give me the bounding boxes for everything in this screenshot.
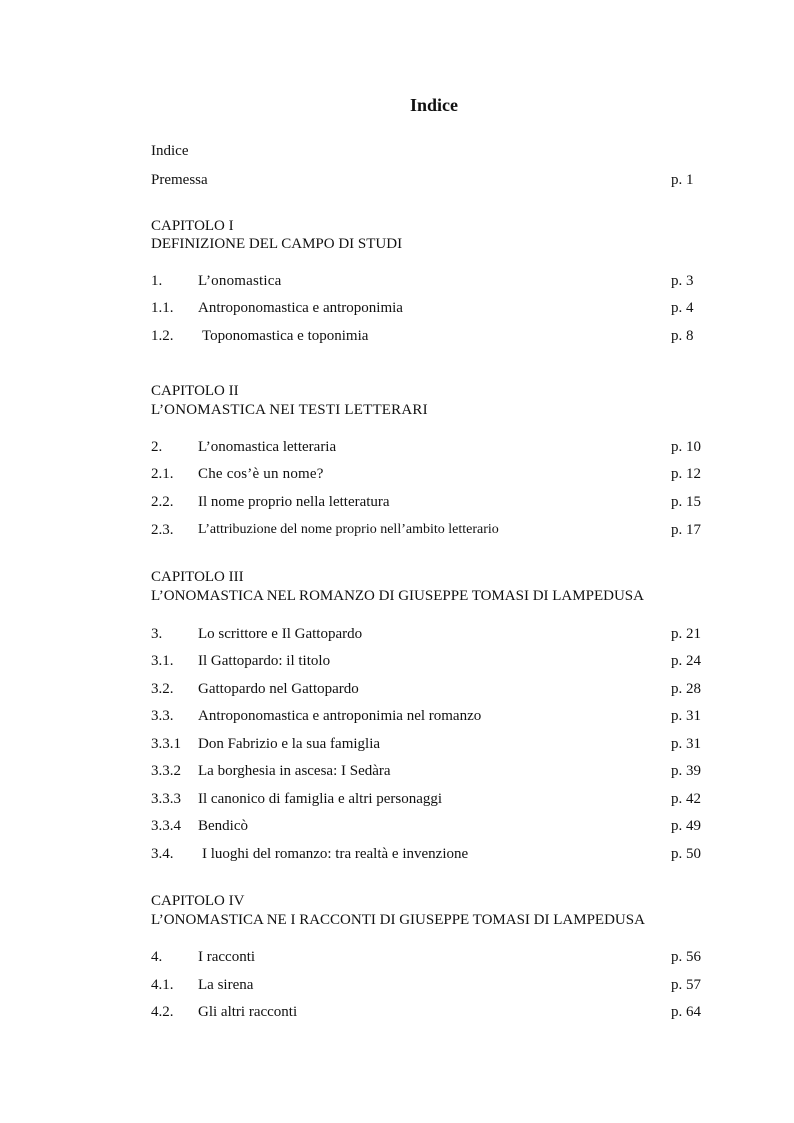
toc-entry	[0, 298, 794, 318]
toc-entry-number: 4.1.	[151, 977, 174, 993]
chapter-label: CAPITOLO IV	[151, 893, 245, 909]
toc-entry-text: I luoghi del romanzo: tra realtà e invenzione	[202, 846, 469, 862]
chapter-heading: L’ONOMASTICA NE I RACCONTI DI GIUSEPPE TOMASI DI LAMPEDUSA	[151, 912, 645, 928]
toc-entry-number: 3.4.	[151, 846, 174, 862]
toc-entry-page: p. 39	[671, 763, 701, 779]
toc-entry-number: 4.2.	[151, 1004, 174, 1020]
toc-entry-page: p. 12	[671, 466, 701, 482]
toc-entry-number: 1.2.	[151, 328, 174, 344]
toc-entry-number: 3.	[151, 626, 163, 642]
toc-entry-text: Bendicò	[198, 818, 248, 834]
toc-entry-text: Antroponomastica e antroponimia nel romanzo	[198, 708, 482, 724]
toc-entry-page: p. 4	[671, 300, 694, 316]
toc-entry-number: 4.	[151, 949, 163, 965]
toc-entry	[0, 975, 794, 995]
toc-entry-page: p. 57	[671, 977, 701, 993]
toc-entry-text: Toponomastica e toponimia	[202, 328, 369, 344]
toc-entry	[0, 326, 794, 346]
chapter-heading: L’ONOMASTICA NEL ROMANZO DI GIUSEPPE TOMASI DI LAMPEDUSA	[151, 588, 644, 604]
toc-entry-number: 2.	[151, 439, 163, 455]
chapter-label: CAPITOLO I	[151, 218, 234, 234]
toc-entry-page: p. 8	[671, 328, 694, 344]
toc-entry	[0, 706, 794, 726]
chapter-heading: L’ONOMASTICA NEI TESTI LETTERARI	[151, 402, 428, 418]
toc-entry-text: Antroponomastica e antroponimia	[198, 300, 403, 316]
toc-entry-page: p. 64	[671, 1004, 701, 1020]
toc-entry-number: 1.	[151, 273, 163, 289]
toc-entry	[0, 492, 794, 512]
toc-entry-text: L’onomastica letteraria	[198, 439, 337, 455]
toc-entry-page: p. 50	[671, 846, 701, 862]
toc-entry-text: Gattopardo nel Gattopardo	[198, 681, 359, 697]
toc-entry-text: Il nome proprio nella letteratura	[198, 494, 390, 510]
toc-entry	[0, 679, 794, 699]
toc-entry	[0, 464, 794, 484]
toc-entry-number: 3.2.	[151, 681, 174, 697]
toc-entry-number: 2.2.	[151, 494, 174, 510]
toc-entry-page: p. 56	[671, 949, 701, 965]
toc-entry-page: p. 10	[671, 439, 701, 455]
toc-entry-page: p. 3	[671, 273, 694, 289]
toc-entry-number: 3.3.4	[151, 818, 181, 834]
toc-entry-number: 3.1.	[151, 653, 174, 669]
toc-entry-number: 3.3.	[151, 708, 174, 724]
toc-entry	[0, 271, 794, 291]
chapter-heading: DEFINIZIONE DEL CAMPO DI STUDI	[151, 236, 403, 252]
toc-entry-page: p. 31	[671, 736, 701, 752]
toc-entry-text: Il Gattopardo: il titolo	[198, 653, 331, 669]
toc-entry-page: p. 42	[671, 791, 701, 807]
toc-entry	[0, 844, 794, 864]
toc-entry-text: I racconti	[198, 949, 256, 965]
toc-entry	[0, 651, 794, 671]
toc-entry-page: p. 21	[671, 626, 701, 642]
toc-entry	[0, 624, 794, 644]
toc-entry-page: p. 1	[671, 172, 694, 188]
toc-entry-page: p. 49	[671, 818, 701, 834]
toc-entry-text: Gli altri racconti	[198, 1004, 298, 1020]
toc-entry-text: L’onomastica	[198, 273, 282, 289]
toc-entry-number: 2.3.	[151, 522, 174, 538]
toc-entry-text: Che cos’è un nome?	[198, 466, 324, 482]
toc-entry	[0, 437, 794, 457]
toc-entry-number: 3.3.2	[151, 763, 181, 779]
chapter-label: CAPITOLO III	[151, 569, 244, 585]
toc-entry-number: 1.1.	[151, 300, 174, 316]
toc-entry-text: La borghesia in ascesa: I Sedàra	[198, 763, 391, 779]
toc-entry-page: p. 28	[671, 681, 701, 697]
toc-entry-number: 3.3.1	[151, 736, 181, 752]
toc-entry	[0, 947, 794, 967]
toc-entry-number: 2.1.	[151, 466, 174, 482]
page-title: Indice	[409, 95, 458, 115]
toc-entry-page: p. 15	[671, 494, 701, 510]
toc-entry	[0, 734, 794, 754]
toc-entry-text: Lo scrittore e Il Gattopardo	[198, 626, 363, 642]
toc-entry	[0, 520, 794, 540]
toc-entry-text: Il canonico di famiglia e altri personaggi	[198, 791, 443, 807]
toc-entry-text: L’attribuzione del nome proprio nell’ambito letterario	[198, 522, 499, 537]
toc-entry-text: La sirena	[198, 977, 254, 993]
chapter-label: CAPITOLO II	[151, 383, 239, 399]
toc-entry-premessa	[0, 170, 794, 190]
toc-entry-page: p. 31	[671, 708, 701, 724]
toc-entry-number: 3.3.3	[151, 791, 181, 807]
toc-entry-text: Don Fabrizio e la sua famiglia	[198, 736, 381, 752]
toc-entry-page: p. 24	[671, 653, 701, 669]
toc-entry	[0, 1002, 794, 1022]
toc-entry	[0, 761, 794, 781]
toc-entry-text: Indice	[151, 143, 189, 159]
toc-entry-indice	[0, 141, 794, 161]
toc-entry-text: Premessa	[151, 172, 208, 188]
toc-entry	[0, 789, 794, 809]
toc-entry-page: p. 17	[671, 522, 701, 538]
toc-entry	[0, 816, 794, 836]
